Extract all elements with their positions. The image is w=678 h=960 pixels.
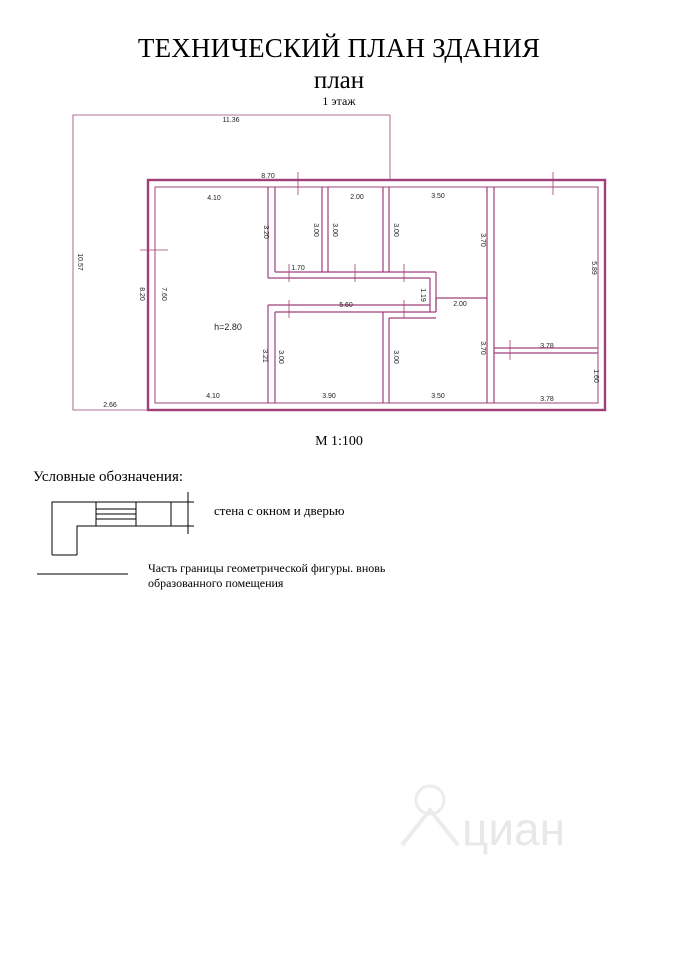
dim-r7-right: 3.70 — [479, 341, 486, 355]
outer-measure-outline — [73, 115, 390, 410]
dim-r6-left: 3.00 — [277, 350, 284, 364]
legend-title: Условные обозначения: — [33, 469, 184, 485]
legend-line-text: Часть границы геометрической фигуры. вновь образованного помещения — [148, 561, 386, 590]
dim-r1-top: 4.10 — [207, 195, 221, 202]
dim-r4-left: 3.00 — [392, 223, 399, 237]
dim-r7-top: 2.00 — [453, 301, 467, 308]
dim-r3-left: 3.00 — [331, 223, 338, 237]
legend-wall-symbol — [52, 492, 194, 555]
dim-corridor: 5.60 — [339, 302, 353, 309]
dim-r7-left: 3.00 — [392, 350, 399, 364]
building-walls — [148, 180, 605, 410]
scale-label: М 1:100 — [315, 434, 363, 449]
page-subtitle: план — [313, 67, 365, 94]
dim-r1-bottom: 4.10 — [206, 393, 220, 400]
dim-top-wall: 8.70 — [261, 173, 275, 180]
legend-wall-text: стена с окном и дверью — [214, 503, 345, 518]
watermark — [402, 786, 565, 855]
dim-r1-right: 3.20 — [262, 225, 269, 239]
dim-r1-left-outer: 8.20 — [138, 287, 145, 301]
dim-r1-lower-right: 3.21 — [261, 349, 268, 363]
dim-r7-bottom: 3.50 — [431, 393, 445, 400]
room-height: h=2.80 — [214, 322, 242, 332]
dim-r5-bottom: 3.78 — [540, 343, 554, 350]
dimension-labels — [76, 117, 599, 409]
dim-r4-right: 3.70 — [479, 233, 486, 247]
interior-walls — [268, 187, 598, 403]
dim-outer-top: 11.36 — [222, 117, 240, 124]
dim-r8-bottom: 3.78 — [540, 396, 554, 403]
dim-r1-left-inner: 7.60 — [160, 287, 167, 301]
dim-corridor-step: 1.19 — [419, 288, 426, 302]
dim-r8-right: 1.60 — [592, 369, 599, 383]
dim-outer-left: 10.57 — [76, 253, 83, 271]
dim-r4-top: 3.50 — [431, 193, 445, 200]
dim-r2-right: 3.00 — [312, 223, 319, 237]
watermark-text: циан — [462, 803, 566, 855]
dim-r2-bottom: 1.70 — [291, 265, 305, 272]
door-ticks — [140, 172, 553, 360]
dim-outer-bottom-left: 2.66 — [103, 402, 117, 409]
dim-r6-bottom: 3.90 — [322, 393, 336, 400]
dim-r5-right: 5.89 — [590, 261, 597, 275]
page-title: ТЕХНИЧЕСКИЙ ПЛАН ЗДАНИЯ — [137, 33, 541, 63]
dim-r3-top: 2.00 — [350, 194, 364, 201]
windows — [148, 180, 590, 410]
floor-label: 1 этаж — [322, 94, 356, 108]
